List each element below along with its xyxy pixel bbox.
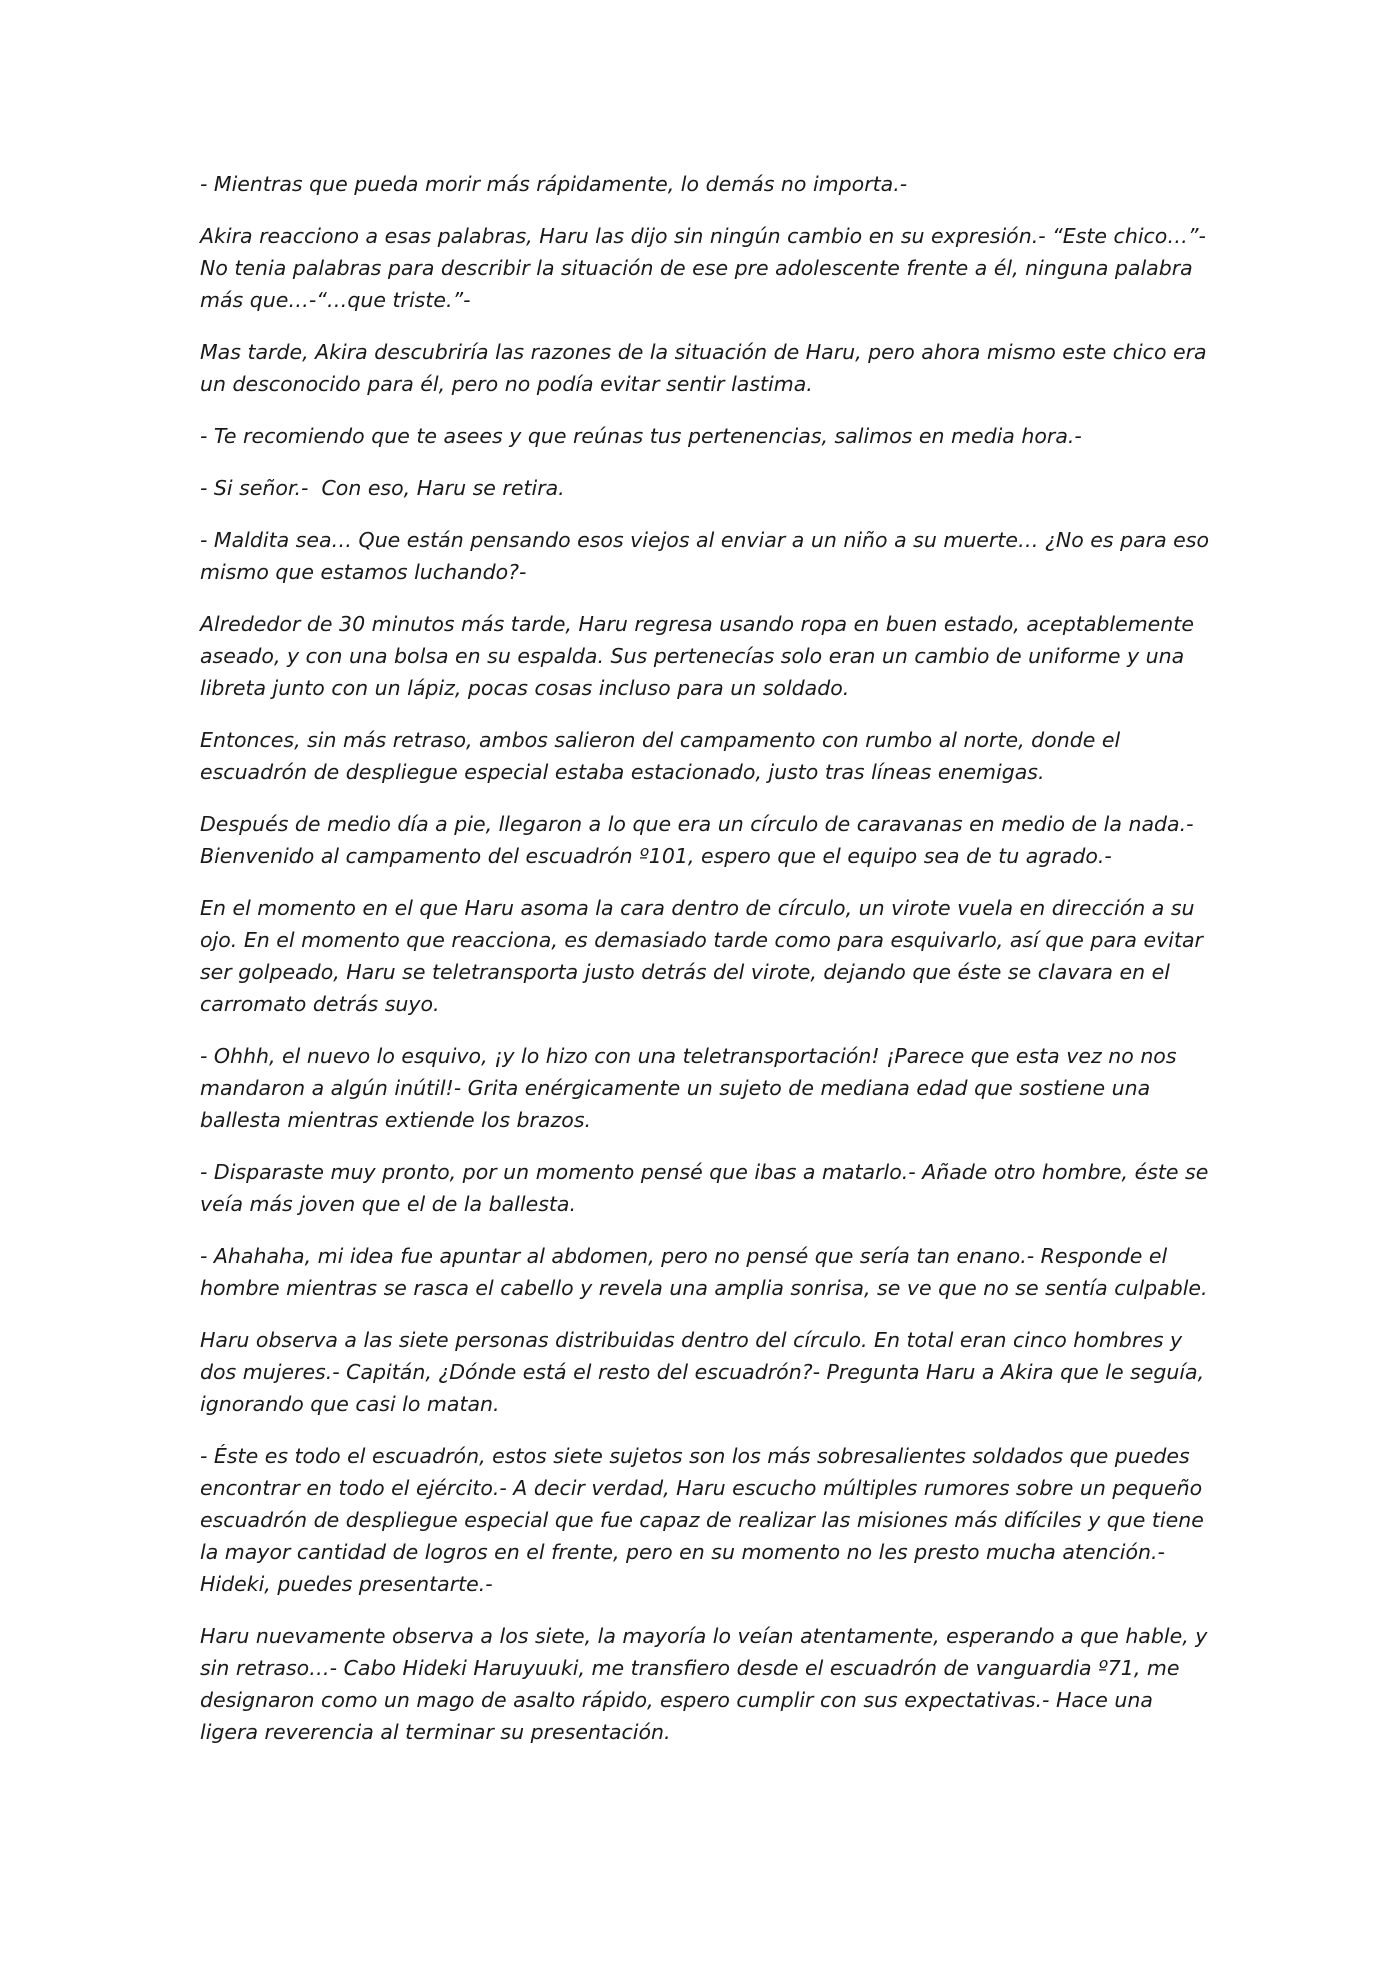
paragraph: - Mientras que pueda morir más rápidamente, lo demás no importa.- [200,172,908,196]
paragraph: - Ahahaha, mi idea fue apuntar al abdomen, pero no pensé que sería tan enano.- Responde el hombre mientras se rasca el cabello y revela una amplia sonrisa, se ve que no se sentía culpable. [200,1244,1208,1300]
paragraph: - Ohhh, el nuevo lo esquivo, ¡y lo hizo con una teletransportación! ¡Parece que esta vez no nos mandaron a algún inútil!- Grita enérgicamente un sujeto de mediana edad que sostiene una ballesta mientras extiende los brazos. [200,1044,1177,1132]
paragraph: - Te recomiendo que te asees y que reúnas tus pertenencias, salimos en media hora.- [200,424,1082,448]
paragraph: En el momento en el que Haru asoma la cara dentro de círculo, un virote vuela en dirección a su ojo. En el momento que reacciona, es demasiado tarde como para esquivarlo, así que para evitar ser golpeado, Haru se teletransporta justo detrás del virote, dejando que éste se clavara en el carromato detrás suyo. [200,896,1203,1016]
paragraph: - Maldita sea… Que están pensando esos viejos al enviar a un niño a su muerte… ¿No es para eso mismo que estamos luchando?- [200,528,1210,584]
paragraph: - Disparaste muy pronto, por un momento pensé que ibas a matarlo.- Añade otro hombre, éste se veía más joven que el de la ballesta. [200,1160,1209,1216]
paragraph: Mas tarde, Akira descubriría las razones de la situación de Haru, pero ahora mismo este chico era un desconocido para él, pero no podía evitar sentir lastima. [200,340,1207,396]
paragraph: Después de medio día a pie, llegaron a lo que era un círculo de caravanas en medio de la nada.- Bienvenido al campamento del escuadrón º101, espero que el equipo sea de tu agrado.- [200,812,1194,868]
paragraph: Akira reacciono a esas palabras, Haru las dijo sin ningún cambio en su expresión.- “Este chico…”- No tenia palabras para describir la situación de ese pre adolescente frente a él, ninguna palabra más que…-“…que triste.”- [200,224,1206,312]
paragraph: Haru nuevamente observa a los siete, la mayoría lo veían atentamente, esperando a que hable, y sin retraso…- Cabo Hideki Haruyuuki, me transfiero desde el escuadrón de vanguardia º71, me designaron como un mago de asalto rápido, espero cumplir con sus expectativas.- Hace una ligera reverencia al terminar su presentación. [200,1624,1208,1744]
paragraph: Haru observa a las siete personas distribuidas dentro del círculo. En total eran cinco hombres y dos mujeres.- Capitán, ¿Dónde está el resto del escuadrón?- Pregunta Haru a Akira que le seguía, ignorando que casi lo matan. [200,1328,1205,1416]
paragraph: - Éste es todo el escuadrón, estos siete sujetos son los más sobresalientes soldados que puedes encontrar en todo el ejército.- A decir verdad, Haru escucho múltiples rumores sobre un pequeño escuadrón de despliegue especial que fue capaz de realizar las misiones más difíciles y que tiene la mayor cantidad de logros en el frente, pero en su momento no les presto mucha atención.- Hideki, puedes presentarte.- [200,1444,1204,1596]
document-body [200,168,1212,1768]
paragraph: Entonces, sin más retraso, ambos salieron del campamento con rumbo al norte, donde el escuadrón de despliegue especial estaba estacionado, justo tras líneas enemigas. [200,728,1121,784]
paragraph: Alrededor de 30 minutos más tarde, Haru regresa usando ropa en buen estado, aceptablemente aseado, y con una bolsa en su espalda. Sus pertenecías solo eran un cambio de uniforme y una libreta junto con un lápiz, pocas cosas incluso para un soldado. [200,612,1194,700]
paragraph: - Si señor.- Con eso, Haru se retira. [200,476,565,500]
